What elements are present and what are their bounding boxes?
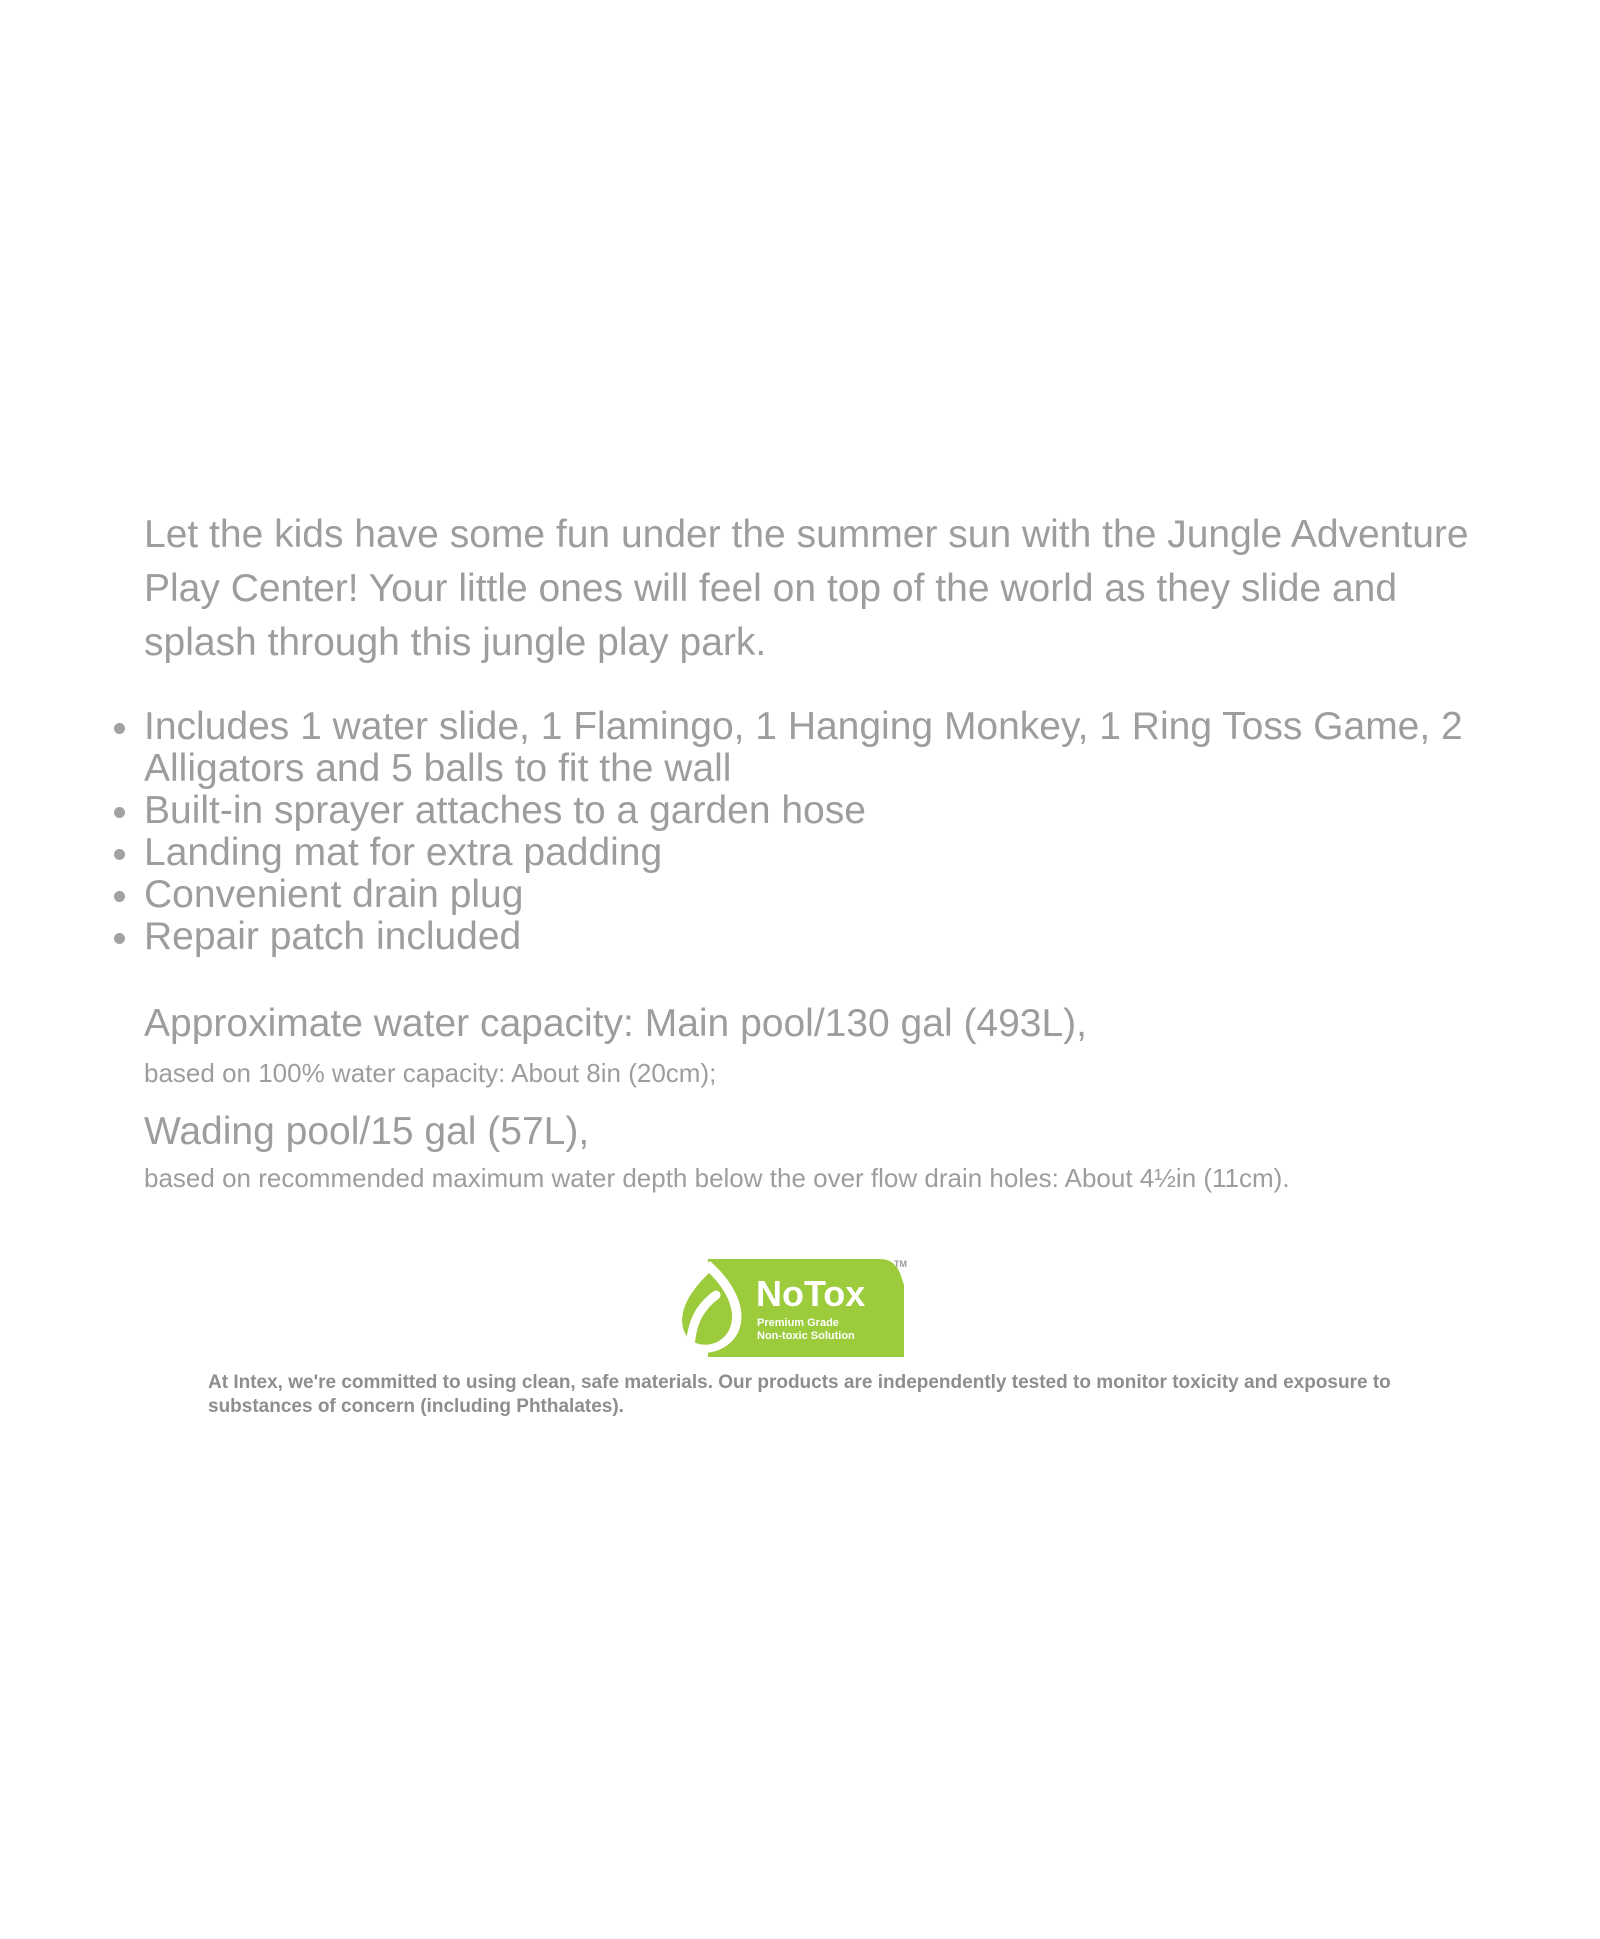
feature-text: Repair patch included (144, 915, 522, 958)
notox-badge (660, 1255, 910, 1361)
notox-brand: NoTox (756, 1273, 866, 1314)
notox-logo (660, 1255, 910, 1361)
bullet-icon (114, 933, 125, 944)
feature-item (110, 832, 1490, 874)
intro-paragraph: Let the kids have some fun under the summer sun with the Jungle Adventure Play Center! Your little ones will feel on top of the world as they slide and splash through this jungle play park. (144, 513, 1469, 664)
feature-text: Built-in sprayer attaches to a garden hose (144, 789, 866, 832)
feature-list (110, 706, 1490, 958)
trademark-mark: TM (894, 1259, 907, 1269)
wading-pool-capacity-note: based on recommended maximum water depth below the over flow drain holes: About 4½in (11cm). (144, 1163, 1290, 1193)
bullet-icon (114, 723, 125, 734)
main-pool-capacity-note: based on 100% water capacity: About 8in (20cm); (144, 1058, 717, 1088)
feature-item (110, 916, 1490, 958)
bullet-icon (114, 849, 125, 860)
feature-text: Landing mat for extra padding (144, 831, 663, 874)
notox-statement: At Intex, we're committed to using clean, safe materials. Our products are independently tested to monitor toxicity and exposure to substances of concern (including Phthalates). (208, 1372, 1391, 1417)
notox-line1: Premium Grade (757, 1317, 839, 1329)
feature-item (110, 790, 1490, 832)
wading-pool-capacity: Wading pool/15 gal (57L), (144, 1110, 590, 1153)
feature-text: Convenient drain plug (144, 873, 524, 916)
feature-item (110, 706, 1490, 790)
bullet-icon (114, 891, 125, 902)
feature-item (110, 874, 1490, 916)
feature-text: Includes 1 water slide, 1 Flamingo, 1 Hanging Monkey, 1 Ring Toss Game, 2 Alligators and 5 balls to fit the wall (144, 705, 1463, 790)
notox-line2: Non-toxic Solution (757, 1330, 855, 1342)
main-pool-capacity: Approximate water capacity: Main pool/130 gal (493L), (144, 1002, 1088, 1045)
bullet-icon (114, 807, 125, 818)
